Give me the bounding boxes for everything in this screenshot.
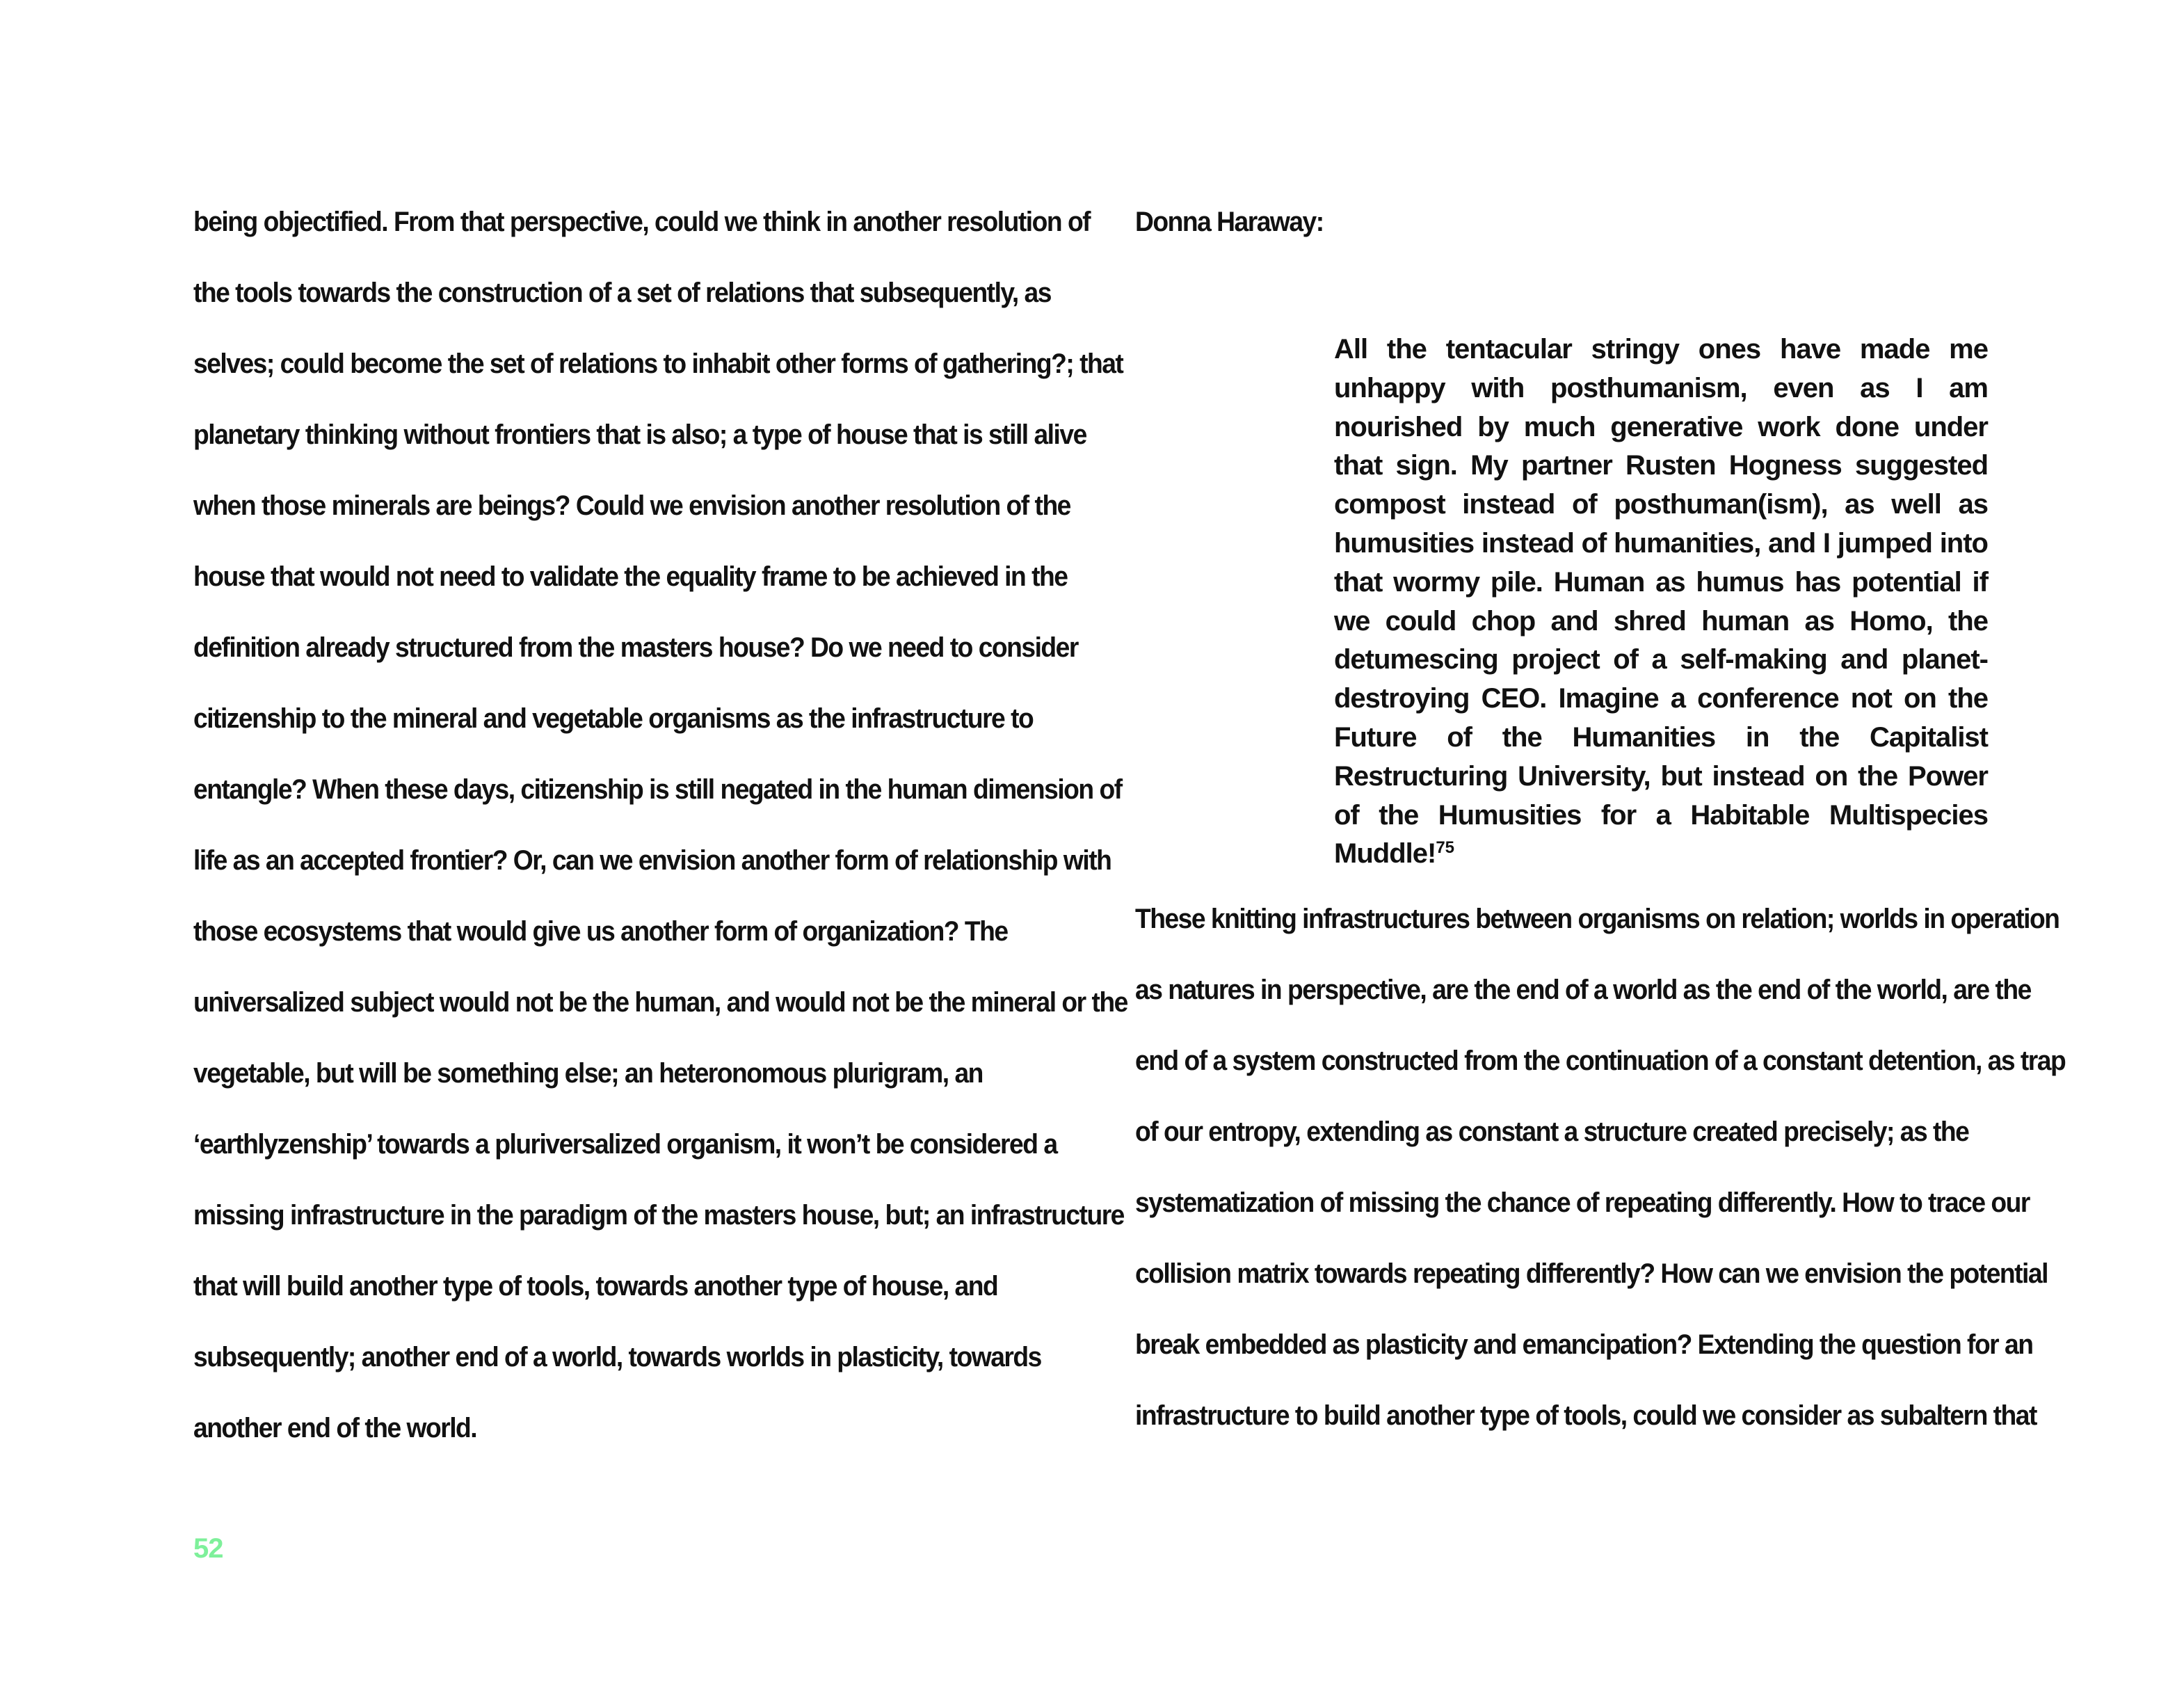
body-line: vegetable, but will be something else; an heteronomous plurigram, an: [193, 1058, 983, 1089]
body-line: collision matrix towards repeating differently? How can we envision the potential: [1135, 1258, 2048, 1289]
body-line: house that would not need to validate the equality frame to be achieved in the: [193, 561, 1068, 592]
body-line: that will build another type of tools, towards another type of house, and: [193, 1271, 998, 1302]
body-line: These knitting infrastructures between organisms on relation; worlds in operation: [1135, 904, 2059, 934]
body-line: citizenship to the mineral and vegetable organisms as the infrastructure to: [193, 703, 1034, 734]
quote-text: All the tentacular stringy ones have made me unhappy with posthumanism, even as I am nourished by much generative work done under that sign. My partner Rusten Hogness suggested compost instead of posthuman(ism), as well as humusities instead of humanities, and I jumped into that wormy pile. Human as humus has potential if we could chop and shred human as Homo, the detumescing project of a self-making and planet-destroying CEO. Imagine a conference not on the Future of the Humanities in the Capitalist Restructuring University, but instead on the Power of the Humusities for a Habitable Multispecies Muddle!: [1334, 334, 1988, 870]
body-line: break embedded as plasticity and emancipation? Extending the question for an: [1135, 1329, 2033, 1360]
body-line: being objectified. From that perspective, could we think in another resolution of: [193, 207, 1091, 237]
body-line: life as an accepted frontier? Or, can we envision another form of relationship with: [193, 845, 1111, 876]
body-line: end of a system constructed from the continuation of a constant detention, as trap: [1135, 1046, 2066, 1076]
page-number: 52: [193, 1533, 223, 1564]
body-line: definition already structured from the masters house? Do we need to consider: [193, 632, 1078, 663]
body-line: subsequently; another end of a world, towards worlds in plasticity, towards: [193, 1342, 1041, 1372]
footnote-marker: 75: [1436, 838, 1455, 858]
speaker-name: Donna Haraway:: [1135, 207, 1324, 237]
body-line: the tools towards the construction of a set of relations that subsequently, as: [193, 278, 1051, 308]
right-page-header: [1135, 186, 1991, 257]
left-page-body: [193, 186, 1127, 1464]
body-line: entangle? When these days, citizenship is still negated in the human dimension of: [193, 774, 1122, 805]
body-line: when those minerals are beings? Could we envision another resolution of the: [193, 490, 1070, 521]
body-line: missing infrastructure in the paradigm of the masters house, but; an infrastructure: [193, 1200, 1124, 1231]
body-line: another end of the world.: [193, 1413, 477, 1443]
right-page-body: [1135, 883, 2066, 1451]
body-line: planetary thinking without frontiers that is also; a type of house that is still alive: [193, 419, 1086, 450]
body-line: infrastructure to build another type of tools, could we consider as subaltern that: [1135, 1400, 2037, 1431]
body-line: selves; could become the set of relations to inhabit other forms of gathering?; that: [193, 349, 1123, 379]
block-quote: [1334, 330, 1988, 874]
body-line: those ecosystems that would give us another form of organization? The: [193, 916, 1008, 947]
body-line: as natures in perspective, are the end of a world as the end of the world, are the: [1135, 975, 2031, 1005]
body-line: of our entropy, extending as constant a structure created precisely; as the: [1135, 1116, 1969, 1147]
body-line: ‘earthlyzenship’ towards a pluriversalized organism, it won’t be considered a: [193, 1129, 1057, 1160]
body-line: universalized subject would not be the human, and would not be the mineral or the: [193, 987, 1127, 1018]
body-line: systematization of missing the chance of repeating differently. How to trace our: [1135, 1187, 2030, 1218]
